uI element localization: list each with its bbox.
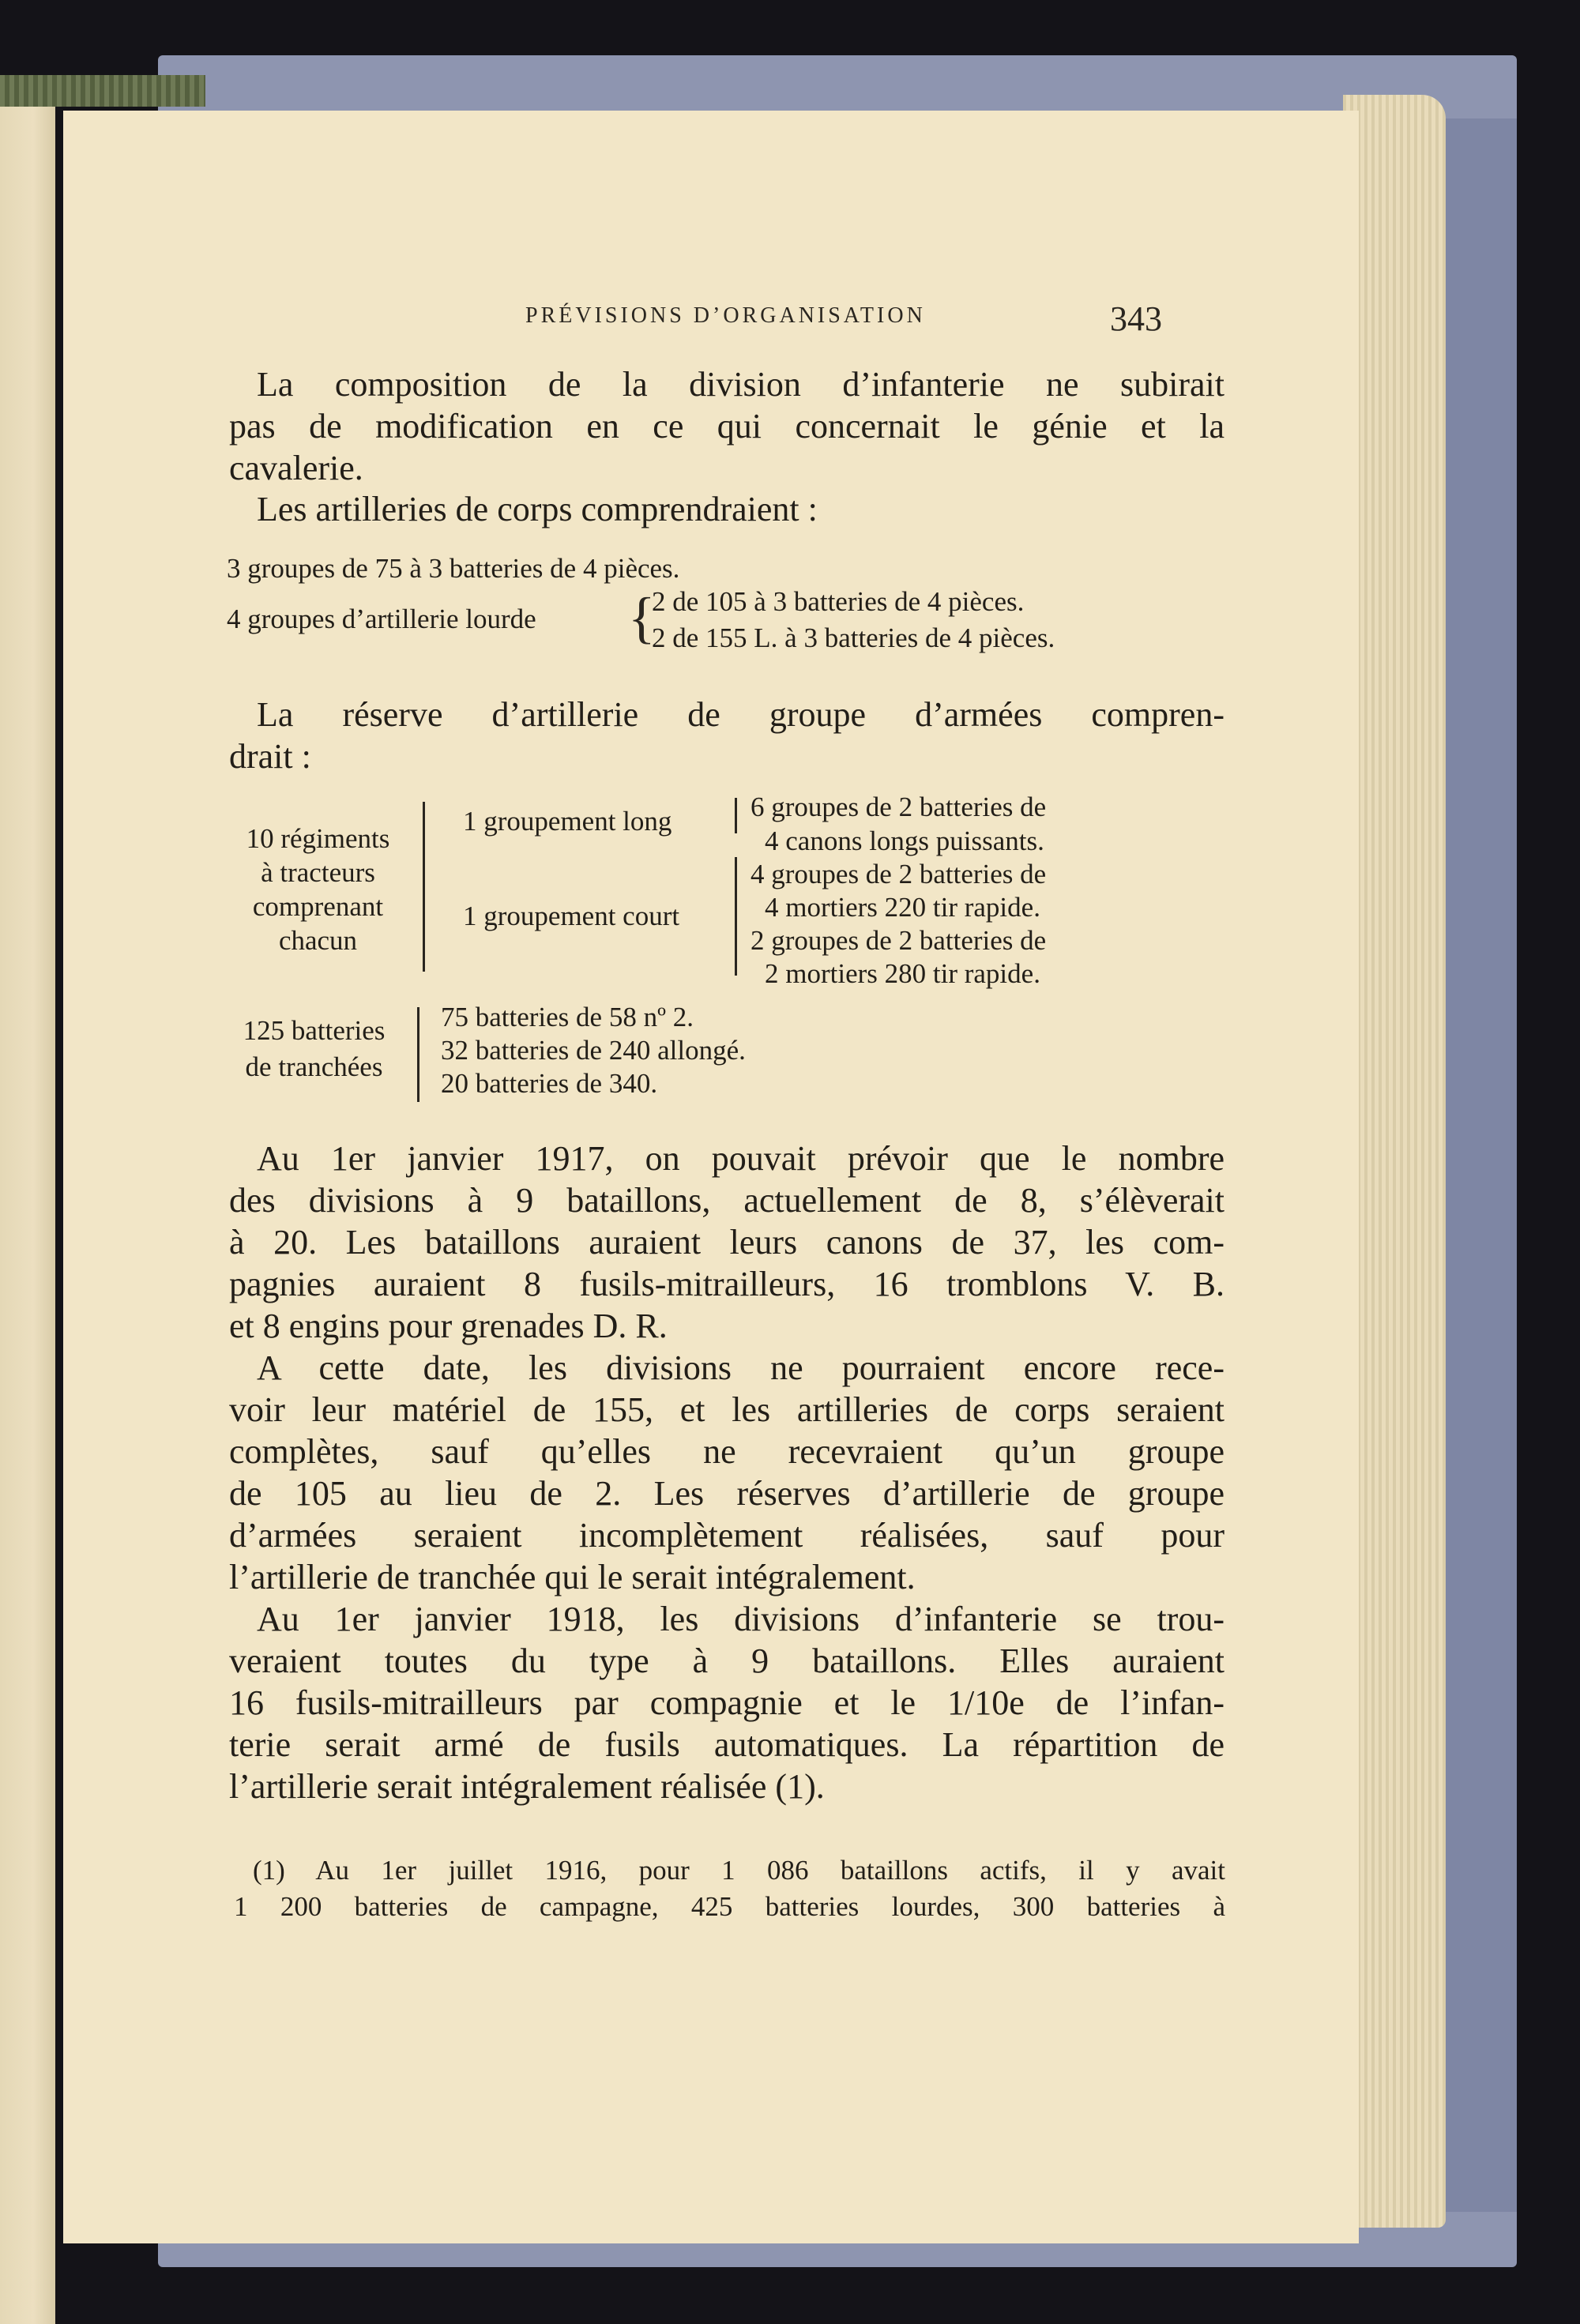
text-line: à 20. Les bataillons auraient leurs canons de 37, les com- [229,1223,1224,1262]
text-line: l’artillerie serait intégralement réalisée (1). [229,1767,825,1806]
brace: { [628,586,656,649]
text-line: La composition de la division d’infanterie ne subirait [257,365,1224,404]
text-line: comprenant [252,891,384,922]
trench-item-2: 32 batteries de 240 allongé. [441,1035,746,1066]
text-line: pagnies auraient 8 fusils-mitrailleurs, 16 tromblons V. B. [229,1265,1224,1303]
text-line: 16 fusils-mitrailleurs par compagnie et le 1/10e de l’infan- [229,1683,1224,1722]
trench-item-1: 75 batteries de 58 nº 2. [441,1002,694,1032]
text-line: à tracteurs [261,857,375,888]
book-binding [0,75,205,107]
text-line: de 105 au lieu de 2. Les réserves d’artillerie de groupe [229,1474,1224,1513]
trench-item-3: 20 batteries de 340. [441,1068,658,1099]
text-line: 10 régiments [246,823,390,854]
groupement-long: 1 groupement long [463,806,672,837]
paragraph-6 [229,1598,1224,1807]
groupement-court: 1 groupement court [463,901,680,931]
paragraph-1 [229,363,1224,489]
text-line: complètes, sauf qu’elles ne recevraient qu’un groupe [229,1432,1224,1471]
text-line: cavalerie. [229,449,363,487]
text-line: veraient toutes du type à 9 bataillons. Elles auraient [229,1641,1224,1680]
text-line: d’armées seraient incomplètement réalisées, sauf pour [229,1516,1224,1555]
corps-line-1: 3 groupes de 75 à 3 batteries de 4 pièces. [227,553,680,584]
text-line: de tranchées [245,1051,383,1082]
long-item-1: 6 groupes de 2 batteries de [750,792,1047,822]
text-line: (1) Au 1er juillet 1916, pour 1 086 bataillons actifs, il y avait [253,1855,1225,1886]
text-line: l’artillerie de tranchée qui le serait intégralement. [229,1558,916,1596]
running-header: PRÉVISIONS D’ORGANISATION [525,303,926,328]
text-line: chacun [278,925,358,956]
text-line: des divisions à 9 bataillons, actuellement de 8, s’élèverait [229,1181,1224,1220]
court-item-2: 4 mortiers 220 tir rapide. [765,892,1040,923]
footnote [234,1852,1225,1925]
text-line: La réserve d’artillerie de groupe d’armées compren- [257,695,1224,734]
court-item-4: 2 mortiers 280 tir rapide. [765,958,1040,989]
book-page [63,111,1359,2243]
corps-line-2-label: 4 groupes d’artillerie lourde [227,604,536,634]
text-line: Au 1er janvier 1918, les divisions d’infanterie se trou- [257,1600,1224,1638]
text-line: Les artilleries de corps comprendraient : [257,490,818,528]
paragraph-4 [229,1138,1224,1347]
text-line: 125 batteries [243,1015,386,1046]
brace-line [735,798,737,833]
brace-line [423,802,425,972]
brace-line [735,857,737,976]
paragraph-5 [229,1347,1224,1598]
paragraph-3 [229,694,1224,777]
reserve-left-label [229,822,407,957]
text-line: 1 200 batteries de campagne, 425 batteries lourdes, 300 batteries à [234,1891,1225,1922]
long-item-2: 4 canons longs puissants. [765,825,1044,856]
brace-line [417,1007,419,1102]
paragraph-2 [257,488,1205,530]
left-page-margin [0,75,55,2324]
trench-left-label [225,1013,403,1085]
text-line: terie serait armé de fusils automatiques. La répartition de [229,1725,1224,1764]
text-line: pas de modification en ce qui concernait le génie et la [229,407,1224,446]
text-line: et 8 engins pour grenades D. R. [229,1307,668,1345]
text-line: A cette date, les divisions ne pourraient encore rece- [257,1348,1224,1387]
text-line: Au 1er janvier 1917, on pouvait prévoir que le nombre [257,1139,1224,1178]
text-line: voir leur matériel de 155, et les artilleries de corps seraient [229,1390,1224,1429]
text-line: drait : [229,737,311,776]
page-number: 343 [1110,299,1162,338]
court-item-1: 4 groupes de 2 batteries de [750,859,1047,889]
corps-line-2a: 2 de 105 à 3 batteries de 4 pièces. [652,586,1025,617]
court-item-3: 2 groupes de 2 batteries de [750,925,1047,956]
corps-line-2b: 2 de 155 L. à 3 batteries de 4 pièces. [652,622,1055,653]
